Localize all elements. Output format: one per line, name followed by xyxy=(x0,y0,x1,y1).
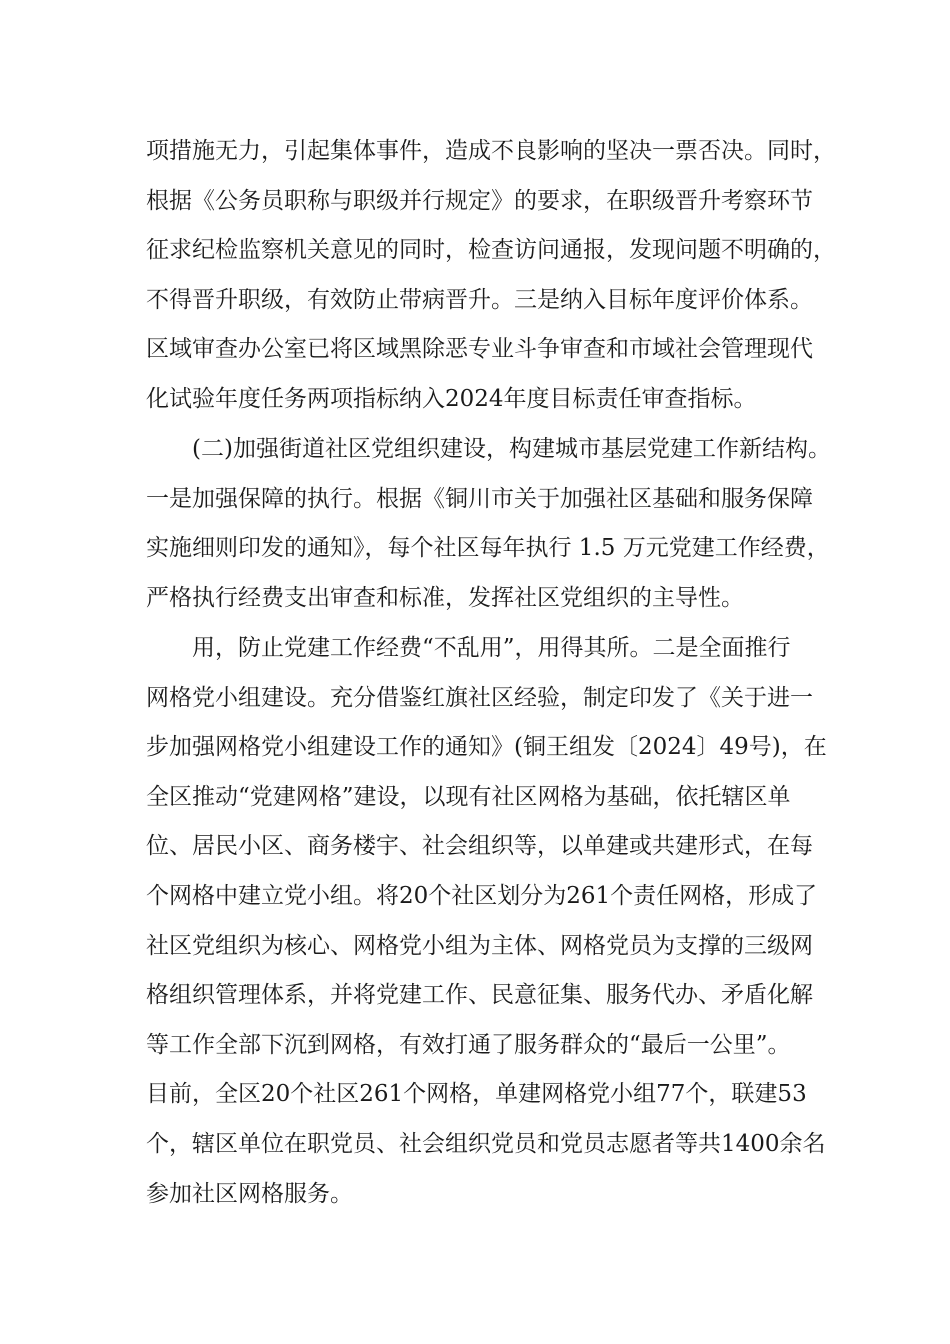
text-line: 参加社区网格服务。 xyxy=(146,1180,353,1207)
text-line: (二)加强街道社区党组织建设，构建城市基层党建工作新结构。 xyxy=(192,436,831,462)
text-line: 用，防止党建工作经费“不乱用”，用得其所。二是全面推行 xyxy=(192,635,791,661)
text-line: 步加强网格党小组建设工作的通知》(铜王组发〔2024〕49号)，在 xyxy=(146,734,827,761)
text-line: 个，辖区单位在职党员、社会组织党员和党员志愿者等共1400余名 xyxy=(146,1130,826,1157)
text-line: 征求纪检监察机关意见的同时，检查访问通报，发现问题不明确的， xyxy=(146,237,836,264)
text-line: 区域审查办公室已将区域黑除恶专业斗争审查和市域社会管理现代 xyxy=(146,336,813,363)
text-line: 实施细则印发的通知》，每个社区每年执行 1.5 万元党建工作经费， xyxy=(146,535,830,562)
text-line: 全区推动“党建网格”建设，以现有社区网格为基础，依托辖区单 xyxy=(146,783,791,810)
text-line: 一是加强保障的执行。根据《铜川市关于加强社区基础和服务保障 xyxy=(146,485,813,512)
text-line: 根据《公务员职称与职级并行规定》的要求，在职级晋升考察环节 xyxy=(146,187,813,214)
text-line: 社区党组织为核心、网格党小组为主体、网格党员为支撑的三级网 xyxy=(146,932,813,959)
text-line: 化试验年度任务两项指标纳入2024年度目标责任审查指标。 xyxy=(146,385,757,412)
text-line: 网格党小组建设。充分借鉴红旗社区经验，制定印发了《关于进一 xyxy=(146,684,813,711)
text-line: 个网格中建立党小组。将20个社区划分为261个责任网格，形成了 xyxy=(146,882,818,909)
text-line: 不得晋升职级，有效防止带病晋升。三是纳入目标年度评价体系。 xyxy=(146,286,813,313)
paragraph-grid-building xyxy=(146,624,836,1219)
text-line: 目前，全区20个社区261个网格，单建网格党小组77个，联建53 xyxy=(146,1081,807,1108)
text-line: 严格执行经费支出审查和标准，发挥社区党组织的主导性。 xyxy=(146,584,744,611)
text-line: 项措施无力，引起集体事件，造成不良影响的坚决一票否决。同时， xyxy=(146,138,836,164)
text-line: 位、居民小区、商务楼宇、社会组织等，以单建或共建形式，在每 xyxy=(146,833,813,860)
text-line: 格组织管理体系，并将党建工作、民意征集、服务代办、矛盾化解 xyxy=(146,982,813,1009)
paragraph-continuation xyxy=(146,127,836,425)
paragraph-section-two xyxy=(146,425,836,623)
text-line: 等工作全部下沉到网格，有效打通了服务群众的“最后一公里”。 xyxy=(146,1031,791,1058)
